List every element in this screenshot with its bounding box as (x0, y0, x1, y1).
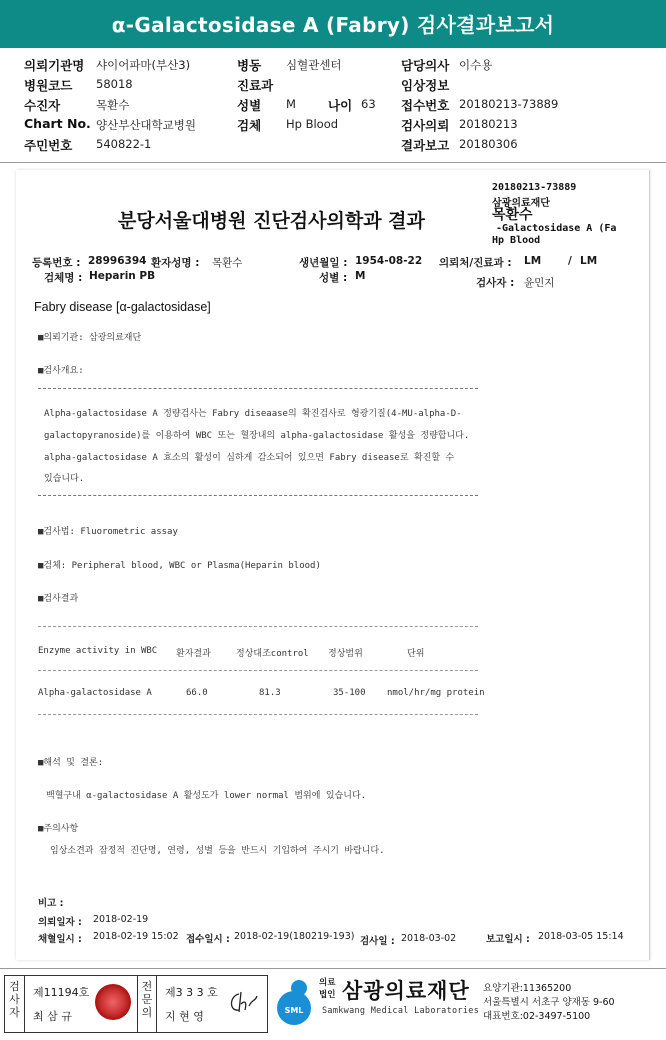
signature-icon (225, 988, 259, 1018)
info-divider (0, 162, 666, 163)
org-phone: 대표번호:02-3497-5100 (483, 1011, 591, 1022)
patient-name-value: 목환수 (212, 257, 243, 269)
tester-name: 최 삼 규 (33, 1010, 72, 1023)
ward-value: 심혈관센터 (286, 58, 342, 72)
lab-report-card (16, 170, 650, 960)
report-time-label: 보고일시 : (486, 934, 530, 945)
chart-no-label: Chart No. (24, 116, 91, 131)
resident-no-value: 540822-1 (96, 137, 152, 151)
official-seal-icon (95, 984, 131, 1020)
patient-value: 목환수 (96, 98, 130, 112)
table-bottom-divider (38, 714, 478, 715)
hospital-code-value: 58018 (96, 77, 133, 91)
tester-value: 윤민지 (524, 277, 555, 289)
org-code: 요양기관:11365200 (483, 983, 572, 994)
remark-label: 비고 : (38, 898, 64, 909)
receipt-time-label: 접수일시 : (186, 934, 230, 945)
overview-line-4: 있습니다. (44, 474, 85, 484)
doctor-label: 담당의사 (401, 58, 450, 73)
signature-box (4, 975, 268, 1033)
request-date-label: 검사의뢰 (401, 118, 450, 133)
section-title: Fabry disease [α-galactosidase] (34, 300, 211, 314)
stamp-org: 삼광의료재단 (492, 198, 550, 209)
report-date-label: 결과보고 (401, 138, 450, 153)
specialist-name: 지 현 영 (165, 1010, 204, 1023)
interpretation-heading: ■해석 및 결론: (38, 758, 104, 768)
request-org-line: ■의뢰기관: 삼광의료재단 (38, 333, 142, 343)
request-date-label-2: 의뢰일자 : (38, 917, 82, 928)
specialist-license-no: 제3 3 3 호 (165, 986, 218, 999)
table-cell-patient: 66.0 (186, 688, 208, 698)
specimen-value: Hp Blood (286, 117, 339, 131)
caution-text: 임상소견과 잠정적 진단명, 연령, 성별 등을 반드시 기입하여 주시기 바랍니다. (50, 846, 385, 856)
collection-label: 채혈일시 : (38, 934, 82, 945)
org-address: 서울특별시 서초구 양재동 9-60 (483, 997, 615, 1008)
table-cell-range: 35-100 (333, 688, 366, 698)
result-heading: ■검사결과 (38, 594, 79, 604)
dept-label: 진료과 (237, 78, 274, 93)
tester-vertical-label: 검사자 (5, 976, 25, 1032)
ward-label: 병동 (237, 58, 262, 73)
table-cell-control: 81.3 (259, 688, 281, 698)
specimen-label: 검체 (237, 118, 262, 133)
age-value: 63 (361, 97, 376, 111)
dob-label: 생년월일 : (299, 257, 348, 269)
report-title: α-Galactosidase A (Fabry) 검사결과보고서 (0, 0, 666, 47)
sex-label: 성별 (237, 98, 262, 113)
table-top-divider (38, 626, 478, 627)
table-header-patient: 환자결과 (176, 649, 211, 659)
caution-heading: ■주의사항 (38, 824, 79, 834)
resident-no-label: 주민번호 (24, 138, 73, 153)
request-date-value-2: 2018-02-19 (93, 914, 149, 925)
age-label: 나이 (328, 98, 353, 113)
overview-line-2: galactopyranoside)를 이용하여 WBC 또는 혈장내의 alpha-galactosidase 활성을 정량합니다. (44, 431, 470, 441)
overview-line-1: Alpha-galactosidase A 정량검사는 Fabry diseaase의 확진검사로 형광기질(4-MU-alpha-D- (44, 409, 462, 419)
report-date-value: 20180306 (459, 137, 518, 151)
method-line: ■검사법: Fluorometric assay (38, 527, 178, 537)
banner-divider (0, 47, 666, 48)
dept-separator: / (568, 255, 572, 267)
table-header-control: 정상대조control (236, 649, 309, 659)
org-type-label: 의료 법인 (319, 978, 336, 1000)
reg-no-value: 28996394 (88, 255, 147, 267)
request-org-label: 의뢰기관명 (24, 58, 85, 73)
receipt-no-label: 접수번호 (401, 98, 450, 113)
stamp-id: 20180213-73889 (492, 182, 577, 193)
test-date-value: 2018-03-02 (401, 933, 457, 944)
footer-divider (0, 968, 666, 969)
specimen-line: ■검체: Peripheral blood, WBC or Plasma(Heparin blood) (38, 561, 321, 571)
specialist-vertical-label: 전문의 (137, 976, 157, 1032)
stamp-test: -Galactosidase A (Fa (496, 223, 617, 234)
org-english-name: Samkwang Medical Laboratories (322, 1006, 480, 1016)
dept-label: 의뢰처/진료과 : (439, 257, 512, 269)
tester-label: 검사자 : (476, 277, 515, 289)
patient-name-label: 환자성명 : (151, 257, 200, 269)
sex-value: M (286, 97, 296, 111)
stamp-specimen: Hp Blood (492, 235, 541, 246)
table-header-divider (38, 670, 478, 671)
specimen-name-value: Heparin PB (89, 270, 156, 282)
hospital-report-title: 분당서울대병원 진단검사의학과 결과 (118, 210, 425, 232)
stamp-name: 목환수 (492, 207, 533, 223)
hospital-code-label: 병원코드 (24, 78, 73, 93)
table-cell-test: Alpha-galactosidase A (38, 688, 152, 698)
report-sex-value: M (355, 270, 366, 282)
table-cell-unit: nmol/hr/mg protein (387, 688, 485, 698)
overview-bottom-divider (38, 495, 478, 496)
dept-value-1: LM (524, 255, 542, 267)
test-date-label: 검사일 : (360, 936, 395, 947)
collection-value: 2018-02-19 15:02 (93, 931, 179, 942)
logo-text: SML (284, 1006, 304, 1015)
table-header-unit: 단위 (407, 649, 425, 659)
doctor-value: 이수용 (459, 58, 493, 72)
receipt-time-value: 2018-02-19(180219-193) (234, 931, 355, 942)
patient-label: 수진자 (24, 98, 61, 113)
specimen-name-label: 검체명 : (44, 272, 83, 284)
overview-heading: ■검사개요: (38, 366, 84, 376)
report-sex-label: 성별 : (319, 272, 348, 284)
overview-line-3: alpha-galactosidase A 효소의 활성이 심하게 감소되어 있으면 Fabry disease로 확진할 수 (44, 453, 455, 463)
dob-value: 1954-08-22 (355, 255, 423, 267)
interpretation-text: 백혈구내 α-galactosidase A 활성도가 lower normal 범위에 있습니다. (46, 791, 367, 801)
chart-no-value: 양산부산대학교병원 (96, 118, 196, 132)
tester-license-no: 제11194호 (33, 986, 90, 999)
reg-no-label: 등록번호 : (32, 257, 81, 269)
table-header-range: 정상범위 (328, 649, 363, 659)
sml-logo-icon (272, 978, 316, 1028)
request-date-value: 20180213 (459, 117, 518, 131)
clinical-info-label: 임상정보 (401, 78, 450, 93)
org-name: 삼광의료재단 (342, 979, 470, 1003)
patient-info-grid (0, 52, 666, 162)
dept-value-2: LM (580, 255, 598, 267)
receipt-no-value: 20180213-73889 (459, 97, 559, 111)
request-org-value: 샤이어파마(부산3) (96, 58, 191, 72)
overview-top-divider (38, 388, 478, 389)
report-time-value: 2018-03-05 15:14 (538, 931, 624, 942)
table-header-test: Enzyme activity in WBC (38, 646, 158, 656)
